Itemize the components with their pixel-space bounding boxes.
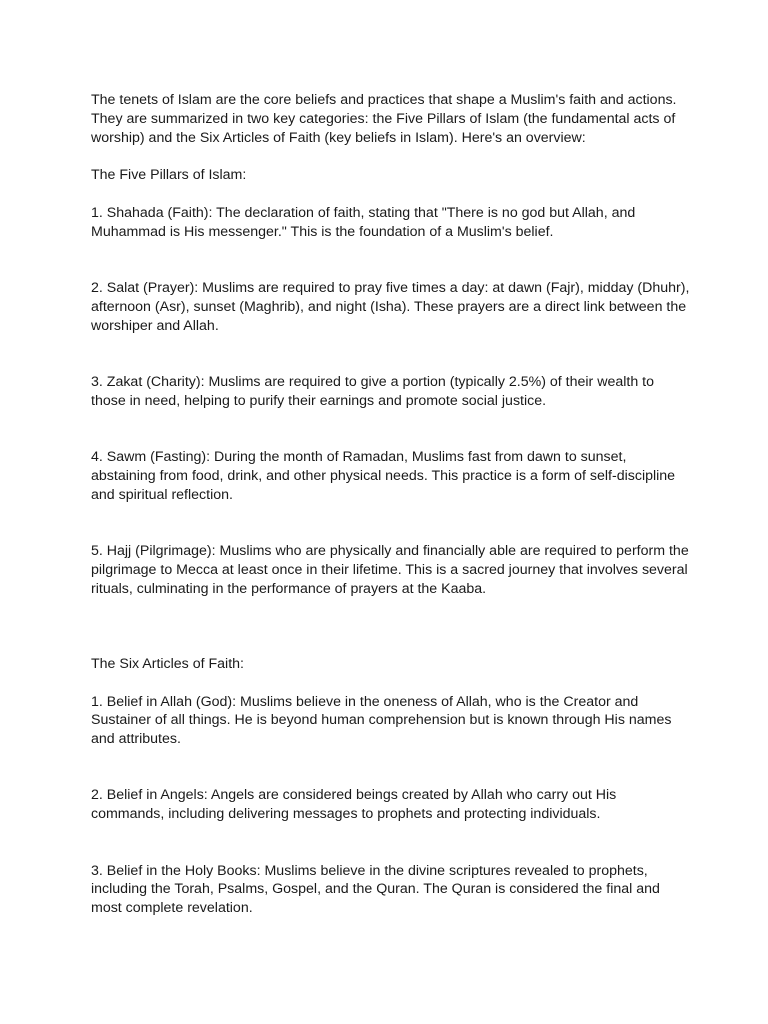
pillar-item: 5. Hajj (Pilgrimage): Muslims who are physically and financially able are required to perform the pilgrimage to Mecca at least once in their lifetime. This is a sacred journey that involves several rituals, culminating in the performance of prayers at the Kaaba. <box>91 543 689 597</box>
intro-paragraph: The tenets of Islam are the core beliefs and practices that shape a Muslim's faith and actions. They are summarized in two key categories: the Five Pillars of Islam (the fundamental acts of worship) and the Six Articles of Faith (key beliefs in Islam). Here's an overview: <box>91 92 677 146</box>
pillar-item: 2. Salat (Prayer): Muslims are required to pray five times a day: at dawn (Fajr), midday (Dhuhr), afternoon (Asr), sunset (Maghrib), and night (Isha). These prayers are a direct link between the worshiper and Allah. <box>91 279 690 334</box>
pillar-item: 1. Shahada (Faith): The declaration of faith, stating that "There is no god but Allah, and Muhammad is His messenger." This is the foundation of a Muslim's belief. <box>91 204 636 240</box>
pillar-item: 4. Sawm (Fasting): During the month of Ramadan, Muslims fast from dawn to sunset, abstaining from food, drink, and other physical needs. This practice is a form of self-discipline and spiritual reflection. <box>91 449 676 503</box>
pillar-item: 3. Zakat (Charity): Muslims are required to give a portion (typically 2.5%) of their wealth to those in need, helping to purify their earnings and promote social justice. <box>91 373 654 409</box>
articles-heading: The Six Articles of Faith: <box>91 655 244 672</box>
document-body <box>91 91 691 918</box>
article-item: 3. Belief in the Holy Books: Muslims believe in the divine scriptures revealed to prophets, including the Torah, Psalms, Gospel, and the Quran. The Quran is considered the final and most complete revelation. <box>91 862 660 917</box>
pillars-heading: The Five Pillars of Islam: <box>91 167 247 184</box>
article-item: 1. Belief in Allah (God): Muslims believe in the oneness of Allah, who is the Creator and Sustainer of all things. He is beyond human comprehension but is known through His names and attributes. <box>91 693 672 748</box>
article-item: 2. Belief in Angels: Angels are considered beings created by Allah who carry out His commands, including delivering messages to prophets and protecting individuals. <box>91 787 617 823</box>
